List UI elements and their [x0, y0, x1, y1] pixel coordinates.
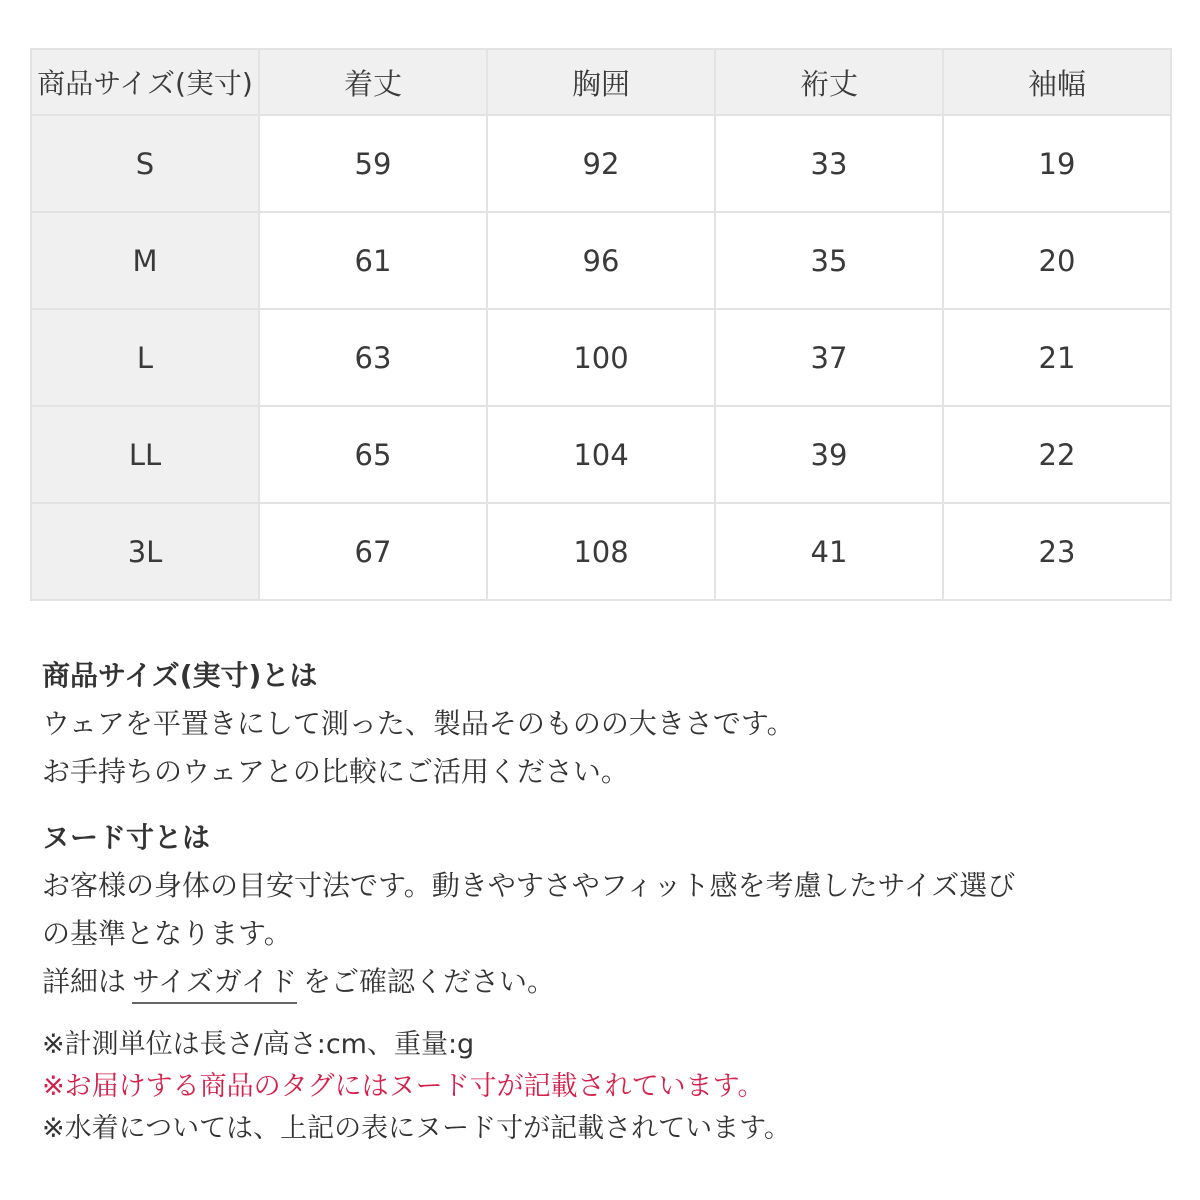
cell-chest: 100 — [487, 309, 715, 406]
nude-size-line2: の基準となります。 — [42, 917, 292, 950]
actual-size-heading: 商品サイズ(実寸)とは — [42, 659, 318, 692]
swimwear-note: ※水着については、上記の表にヌード寸が記載されています。 — [42, 1113, 791, 1144]
section-spacer — [42, 1006, 1162, 1024]
cell-chest: 96 — [487, 212, 715, 309]
actual-size-section — [42, 652, 1162, 796]
table-row — [31, 406, 1171, 503]
actual-size-line1: ウェアを平置きにして測った、製品そのものの大きさです。 — [42, 707, 795, 740]
nude-size-section — [42, 814, 1162, 1006]
cell-sleeve-width: 23 — [943, 503, 1171, 600]
header-size: 商品サイズ(実寸) — [31, 49, 259, 115]
nude-size-detail — [42, 958, 1162, 1006]
detail-suffix: をご確認ください。 — [302, 965, 555, 998]
nude-size-heading: ヌード寸とは — [42, 821, 211, 854]
cell-chest: 92 — [487, 115, 715, 212]
cell-sleeve-width: 22 — [943, 406, 1171, 503]
cell-length: 59 — [259, 115, 487, 212]
cell-length: 63 — [259, 309, 487, 406]
cell-sleeve-width: 20 — [943, 212, 1171, 309]
size-label: S — [31, 115, 259, 212]
header-sleeve-length: 裄丈 — [715, 49, 943, 115]
cell-sleeve-length: 33 — [715, 115, 943, 212]
cell-chest: 104 — [487, 406, 715, 503]
header-chest: 胸囲 — [487, 49, 715, 115]
table-row — [31, 309, 1171, 406]
cell-length: 65 — [259, 406, 487, 503]
cell-length: 67 — [259, 503, 487, 600]
size-guide-link[interactable]: サイズガイド — [132, 962, 297, 1004]
size-chart-table — [30, 48, 1172, 601]
table-row — [31, 503, 1171, 600]
cell-sleeve-width: 19 — [943, 115, 1171, 212]
cell-chest: 108 — [487, 503, 715, 600]
cell-sleeve-length: 41 — [715, 503, 943, 600]
detail-prefix: 詳細は — [42, 965, 127, 998]
section-spacer — [42, 796, 1162, 814]
size-label: LL — [31, 406, 259, 503]
actual-size-line2: お手持ちのウェアとの比較にご活用ください。 — [42, 755, 629, 788]
cell-sleeve-width: 21 — [943, 309, 1171, 406]
units-note: ※計測単位は長さ/高さ:cm、重量:g — [42, 1029, 475, 1060]
table-header-row — [31, 49, 1171, 115]
cell-sleeve-length: 37 — [715, 309, 943, 406]
size-label: M — [31, 212, 259, 309]
header-sleeve-width: 袖幅 — [943, 49, 1171, 115]
size-label: L — [31, 309, 259, 406]
nude-size-line1: お客様の身体の目安寸法です。動きやすさやフィット感を考慮したサイズ選び — [42, 869, 1016, 902]
cell-length: 61 — [259, 212, 487, 309]
tag-warning-note: ※お届けする商品のタグにはヌード寸が記載されています。 — [42, 1071, 765, 1102]
table-row — [31, 212, 1171, 309]
size-label: 3L — [31, 503, 259, 600]
cell-sleeve-length: 39 — [715, 406, 943, 503]
footnotes-section — [42, 1024, 1162, 1150]
header-length: 着丈 — [259, 49, 487, 115]
table-row — [31, 115, 1171, 212]
size-notes — [42, 652, 1162, 1150]
cell-sleeve-length: 35 — [715, 212, 943, 309]
